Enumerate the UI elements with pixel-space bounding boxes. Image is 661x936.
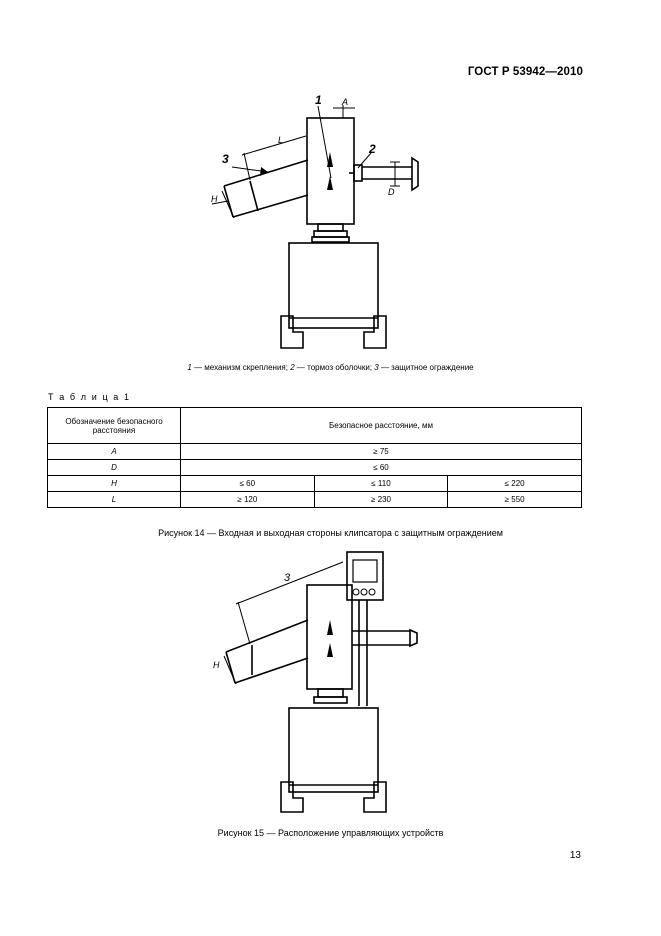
left-leg xyxy=(281,316,303,348)
head-neck xyxy=(318,224,343,231)
clipper-head xyxy=(307,118,354,224)
clipper-head xyxy=(307,585,352,689)
table-row xyxy=(48,460,582,476)
row-value: ≤ 110 xyxy=(314,476,448,492)
base-top-plate xyxy=(312,237,349,242)
legend-text-2: — тормоз оболочки; xyxy=(294,363,375,372)
col2-header: Безопасное расстояние, мм xyxy=(181,408,582,444)
row-value: ≥ 550 xyxy=(448,492,582,508)
head-base-ring xyxy=(314,231,347,237)
dim-L: L xyxy=(278,135,284,145)
table-header-row xyxy=(48,408,582,444)
row-value: ≥ 75 xyxy=(181,444,582,460)
control-screen xyxy=(353,560,377,582)
machine-base xyxy=(289,708,378,792)
figure-14-caption: Рисунок 14 — Входная и выходная стороны клипсатора с защитным ограждением xyxy=(158,528,503,538)
machine-base xyxy=(289,243,378,328)
protective-guard xyxy=(226,620,308,683)
output-tube xyxy=(362,167,412,179)
row-symbol: L xyxy=(48,492,181,508)
dim-A: A xyxy=(342,97,349,107)
col1-header: Обозначение безопасного расстояния xyxy=(48,408,181,444)
row-value: ≤ 60 xyxy=(181,476,315,492)
figure-15-caption: Рисунок 15 — Расположение управляющих устройств xyxy=(217,828,444,838)
row-value: ≤ 220 xyxy=(448,476,582,492)
page-number: 13 xyxy=(569,850,581,861)
table-row xyxy=(48,492,582,508)
fig15-callout-3: 3 xyxy=(284,572,291,584)
callout-1: 1 xyxy=(315,93,322,107)
legend-num-2: 2 xyxy=(290,363,295,372)
output-tube xyxy=(352,631,410,645)
legend-num-1: 1 xyxy=(187,363,192,372)
safety-distance-table xyxy=(47,407,582,508)
legend-text-1: — механизм скрепления; xyxy=(191,363,291,372)
row-value: ≥ 230 xyxy=(314,492,448,508)
row-symbol: H xyxy=(48,476,181,492)
row-value: ≤ 60 xyxy=(181,460,582,476)
dim-H: H xyxy=(211,194,218,204)
figure-14-legend xyxy=(0,363,661,372)
right-leg xyxy=(364,782,386,812)
document-code: ГОСТ Р 53942—2010 xyxy=(467,66,583,78)
table-row xyxy=(48,476,582,492)
fig15-dim-H: H xyxy=(213,660,220,670)
callout-2: 2 xyxy=(369,142,376,156)
callout-3: 3 xyxy=(222,152,229,166)
row-value: ≥ 120 xyxy=(181,492,315,508)
right-leg xyxy=(364,316,386,348)
legend-num-3: 3 xyxy=(374,363,379,372)
dim-D: D xyxy=(388,187,395,197)
figure-14-drawing xyxy=(0,0,661,360)
panel-pole xyxy=(359,600,367,706)
row-symbol: D xyxy=(48,460,181,476)
protective-guard xyxy=(224,160,308,217)
legend-text-3: — защитное ограждение xyxy=(378,363,474,372)
row-symbol: A xyxy=(48,444,181,460)
figure-15-drawing xyxy=(0,540,661,825)
table-row xyxy=(48,444,582,460)
left-leg xyxy=(281,782,303,812)
table-caption: Т а б л и ц а 1 xyxy=(48,392,131,402)
